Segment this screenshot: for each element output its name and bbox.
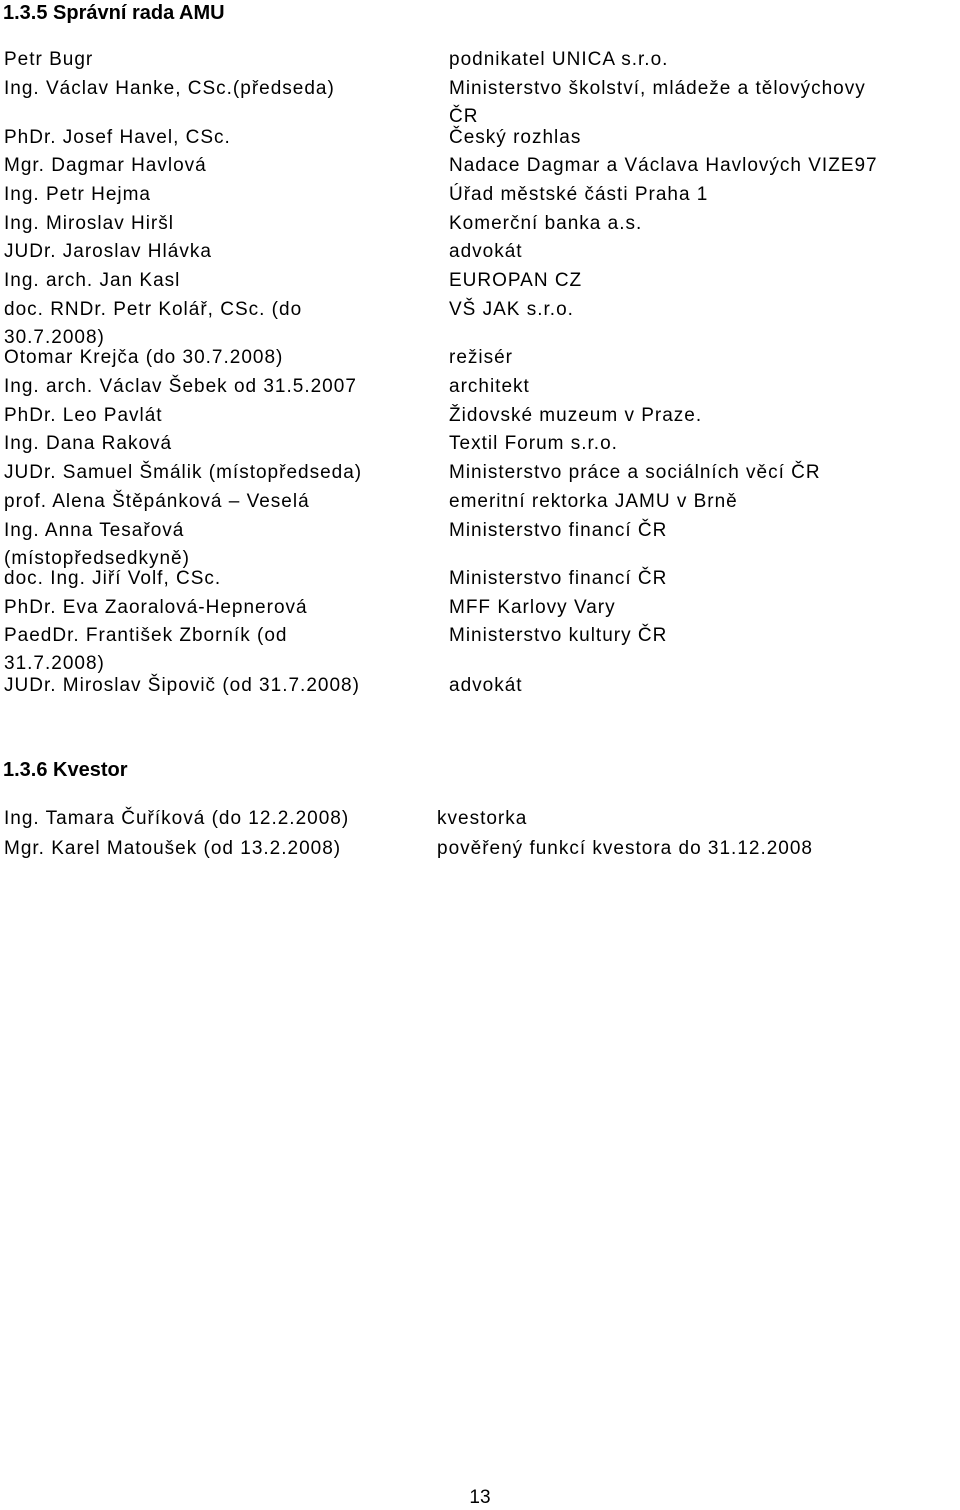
section-title-spravni-rada: 1.3.5 Správní rada AMU (3, 2, 225, 24)
bursar-role: pověřený funkcí kvestora do 31.12.2008 (437, 838, 814, 859)
member-name: Ing. arch. Václav Šebek od 31.5.2007 (4, 376, 357, 397)
member-affiliation: Ministerstvo financí ČR (449, 520, 668, 541)
member-name: Otomar Krejča (do 30.7.2008) (4, 347, 284, 368)
member-affiliation: Ministerstvo práce a sociálních věcí ČR (449, 462, 821, 483)
member-affiliation: emeritní rektorka JAMU v Brně (449, 491, 738, 512)
page-number: 13 (469, 1487, 491, 1508)
member-affiliation: EUROPAN CZ (449, 270, 583, 291)
member-affiliation: Český rozhlas (449, 127, 582, 148)
bursar-name: Mgr. Karel Matoušek (od 13.2.2008) (4, 838, 342, 859)
member-affiliation: Ministerstvo školství, mládeže a tělovýchovy ČR (449, 78, 866, 127)
member-name: prof. Alena Štěpánková – Veselá (4, 491, 310, 512)
member-name: Mgr. Dagmar Havlová (4, 155, 207, 176)
member-name: PhDr. Eva Zaoralová-Hepnerová (4, 597, 308, 618)
member-affiliation: Ministerstvo financí ČR (449, 568, 668, 589)
bursar-role: kvestorka (437, 808, 528, 829)
member-name: Ing. Dana Raková (4, 433, 173, 454)
member-name: JUDr. Jaroslav Hlávka (4, 241, 212, 262)
section-title-kvestor: 1.3.6 Kvestor (3, 759, 128, 781)
bursar-name: Ing. Tamara Čuříková (do 12.2.2008) (4, 808, 350, 829)
member-affiliation: Úřad městské části Praha 1 (449, 184, 709, 205)
member-name: PhDr. Josef Havel, CSc. (4, 127, 231, 148)
member-name: Ing. Anna Tesařová (místopředsedkyně) (4, 520, 190, 569)
member-name: PhDr. Leo Pavlát (4, 405, 163, 426)
member-name: Ing. Miroslav Hiršl (4, 213, 174, 234)
member-affiliation: advokát (449, 675, 523, 696)
member-affiliation: Ministerstvo kultury ČR (449, 625, 668, 646)
member-name: Petr Bugr (4, 49, 94, 70)
member-affiliation: advokát (449, 241, 523, 262)
member-affiliation: Textil Forum s.r.o. (449, 433, 618, 454)
member-affiliation: MFF Karlovy Vary (449, 597, 616, 618)
member-affiliation: Židovské muzeum v Praze. (449, 405, 703, 426)
member-name: PaedDr. František Zborník (od 31.7.2008) (4, 625, 288, 674)
member-name: JUDr. Samuel Šmálik (místopředseda) (4, 462, 363, 483)
member-affiliation: VŠ JAK s.r.o. (449, 299, 574, 320)
member-affiliation: režisér (449, 347, 514, 368)
member-name: Ing. Václav Hanke, CSc.(předseda) (4, 78, 335, 99)
member-name: Ing. arch. Jan Kasl (4, 270, 181, 291)
member-name: doc. RNDr. Petr Kolář, CSc. (do 30.7.2008) (4, 299, 303, 348)
member-affiliation: architekt (449, 376, 530, 397)
member-name: JUDr. Miroslav Šipovič (od 31.7.2008) (4, 675, 360, 696)
member-affiliation: podnikatel UNICA s.r.o. (449, 49, 669, 70)
member-name: Ing. Petr Hejma (4, 184, 151, 205)
member-affiliation: Nadace Dagmar a Václava Havlových VIZE97 (449, 155, 878, 176)
member-name: doc. Ing. Jiří Volf, CSc. (4, 568, 222, 589)
member-affiliation: Komerční banka a.s. (449, 213, 643, 234)
